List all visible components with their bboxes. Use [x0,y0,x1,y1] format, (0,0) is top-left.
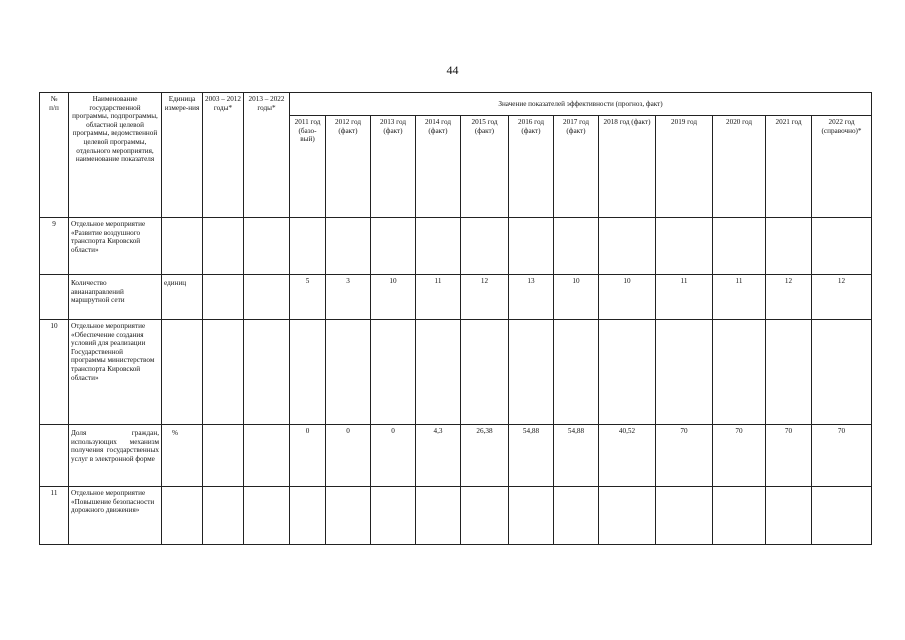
table-row [40,218,872,275]
header-year: 2013 год (факт) [371,116,416,218]
header-name: Наименование государственной программы, подпрограммы, областной целевой программы, ведомственной целевой программы, отдельного мероприятия, наименование показателя [69,93,162,218]
row-number: 10 [40,320,69,425]
value-cell: 11 [713,275,766,320]
value-cell: 10 [554,275,599,320]
header-year: 2011 год (базо-вый) [290,116,326,218]
value-cell: 11 [416,275,461,320]
value-cell: 5 [290,275,326,320]
value-cell: 4,3 [416,425,461,487]
row-name: Отдельное мероприятие «Обеспечение создания условий для реализации Государственной программы министерством транспорта Кировской области» [69,320,162,425]
header-year: 2015 год (факт) [461,116,509,218]
value-cell: 26,38 [461,425,509,487]
row-name: Отдельное мероприятие «Повышение безопасности дорожного движения» [69,487,162,545]
header-year: 2021 год [766,116,812,218]
header-year: 2017 год (факт) [554,116,599,218]
value-cell: 10 [371,275,416,320]
value-cell: 70 [656,425,713,487]
value-cell: 70 [812,425,872,487]
value-cell: 0 [371,425,416,487]
table-row [40,425,872,487]
row-number: 9 [40,218,69,275]
header-unit: Единица измере-ния [162,93,203,218]
value-cell: 12 [766,275,812,320]
row-unit: % [162,425,203,487]
value-cell: 40,52 [599,425,656,487]
header-year: 2020 год [713,116,766,218]
header-num: № п/п [40,93,69,218]
header-period-2: 2013 – 2022 годы* [244,93,290,218]
value-cell: 0 [290,425,326,487]
table-row [40,487,872,545]
header-year: 2018 год (факт) [599,116,656,218]
value-cell: 10 [599,275,656,320]
row-number [40,425,69,487]
row-number: 11 [40,487,69,545]
value-cell: 13 [509,275,554,320]
table-row [40,275,872,320]
header-year: 2016 год (факт) [509,116,554,218]
header-year: 2019 год [656,116,713,218]
header-year: 2012 год (факт) [326,116,371,218]
row-name: Доля граждан, использующих механизм получения государственных услуг в электронной форме [69,425,162,487]
value-cell: 54,88 [554,425,599,487]
value-cell: 11 [656,275,713,320]
indicators-table [39,92,872,545]
value-cell: 12 [812,275,872,320]
table-row [40,320,872,425]
value-cell: 0 [326,425,371,487]
value-cell: 12 [461,275,509,320]
row-name: Отдельное мероприятие «Развитие воздушного транспорта Кировской области» [69,218,162,275]
row-name: Количество авианаправлений маршрутной сети [69,275,162,320]
value-cell: 54,88 [509,425,554,487]
value-cell: 70 [766,425,812,487]
header-values-group: Значение показателей эффективности (прогноз, факт) [290,93,872,116]
header-year: 2014 год (факт) [416,116,461,218]
value-cell: 70 [713,425,766,487]
row-unit: единиц [162,275,203,320]
page-number: 44 [446,63,459,77]
value-cell: 3 [326,275,371,320]
row-number [40,275,69,320]
header-year: 2022 год (справочно)* [812,116,872,218]
header-period-1: 2003 – 2012 годы* [203,93,244,218]
